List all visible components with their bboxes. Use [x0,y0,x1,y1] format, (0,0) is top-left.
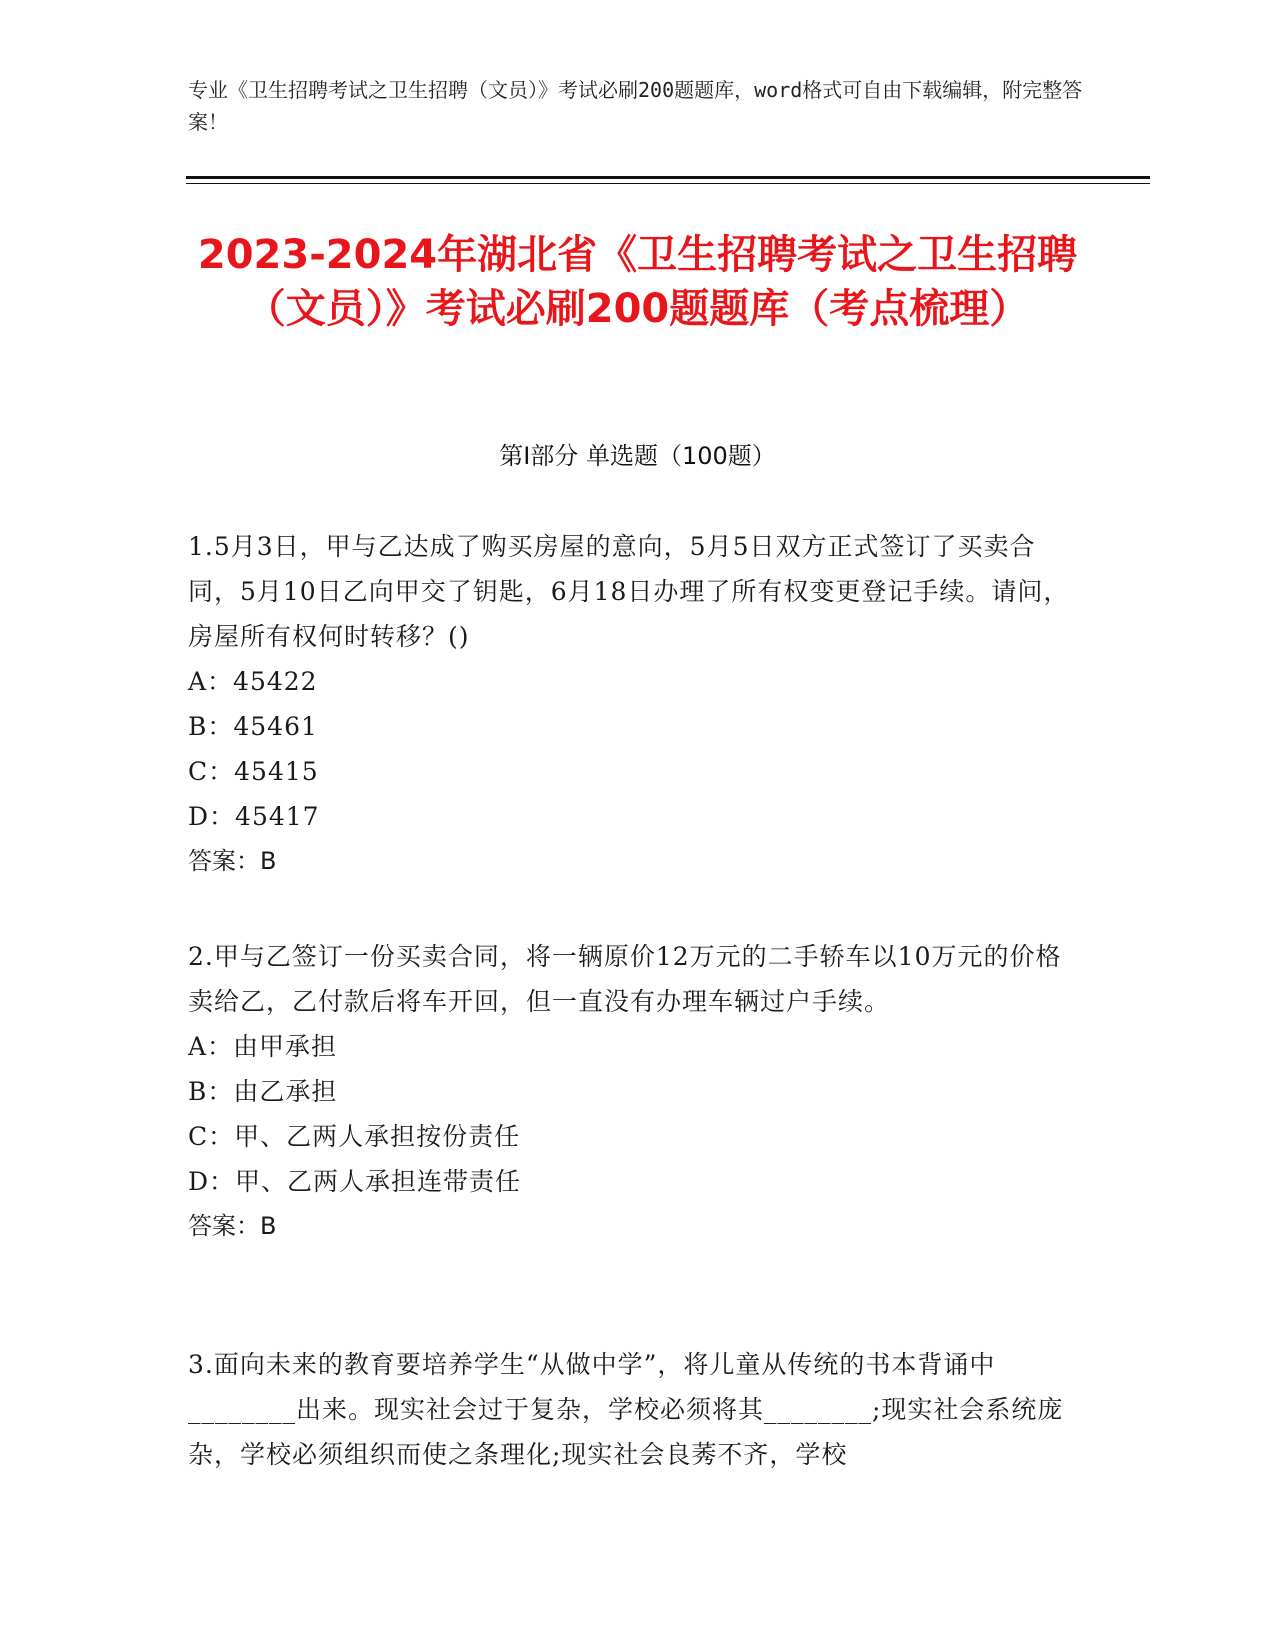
option-b: B：45461 [188,712,318,741]
option-d: D：甲、乙两人承担连带责任 [188,1167,522,1196]
question-2 [188,934,1078,1249]
question-text: 3.面向未来的教育要培养学生“从做中学”，将儿童从传统的书本背诵中________出来。现实社会过于复杂，学校必须将其________;现实社会系统庞杂，学校必须组织而使之条理化;现实社会良莠不齐，学校 [188,1350,1064,1469]
option-b: B：由乙承担 [188,1077,338,1106]
option-d: D：45417 [188,802,320,831]
header-note: 专业《卫生招聘考试之卫生招聘（文员）》考试必刷200题题库，word格式可自由下载编辑，附完整答案！ [188,78,1083,134]
section-heading: 第Ⅰ部分 单选题（100题） [499,442,776,470]
question-1 [188,524,1078,884]
question-text: 2.甲与乙签订一份买卖合同，将一辆原价12万元的二手轿车以10万元的价格卖给乙，乙付款后将车开回，但一直没有办理车辆过户手续。 [188,942,1062,1016]
option-a: A：45422 [188,667,318,696]
header-divider-thick [186,176,1150,179]
option-a: A：由甲承担 [188,1032,338,1061]
answer: 答案：B [188,1212,277,1240]
question-text: 1.5月3日，甲与乙达成了购买房屋的意向，5月5日双方正式签订了买卖合同，5月10日乙向甲交了钥匙，6月18日办理了所有权变更登记手续。请问，房屋所有权何时转移？() [188,532,1070,651]
question-3 [188,1342,1078,1477]
option-c: C：45415 [188,757,319,786]
header-divider-thin [186,183,1150,184]
answer: 答案：B [188,847,277,875]
option-c: C：甲、乙两人承担按份责任 [188,1122,521,1151]
document-title: 2023-2024年湖北省《卫生招聘考试之卫生招聘（文员）》考试必刷200题题库（考点梳理） [197,232,1078,332]
